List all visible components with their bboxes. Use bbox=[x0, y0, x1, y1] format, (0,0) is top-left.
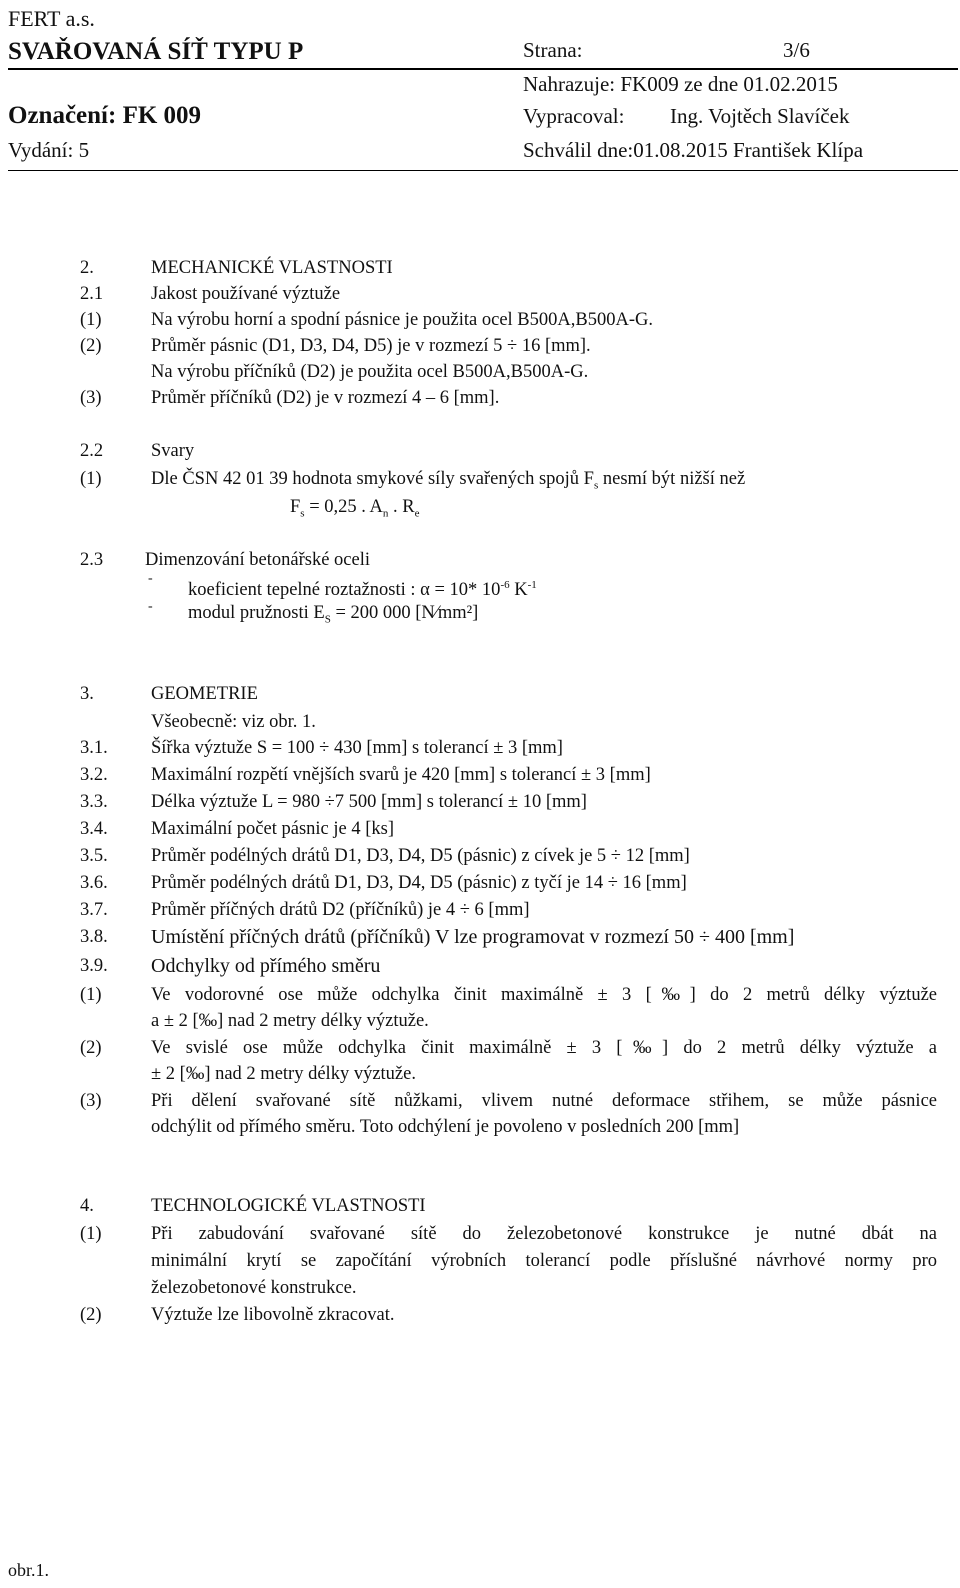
formula: $F_s = 0,25$ . $A_n$ . $R_e$ bbox=[290, 497, 420, 520]
header-rule bbox=[8, 68, 958, 70]
page-label: Strana: bbox=[523, 38, 583, 62]
company-name: FERT a.s. bbox=[8, 6, 95, 31]
edition: Vydání: 5 bbox=[8, 138, 90, 162]
prepared-name: Ing. Vojtěch Slavíček bbox=[670, 104, 850, 128]
header-bottom-rule bbox=[8, 170, 958, 171]
page-number: 3/6 bbox=[783, 38, 810, 62]
figure-caption: obr.1. bbox=[8, 1560, 50, 1580]
designation: Označení: FK 009 bbox=[8, 102, 202, 129]
document-header bbox=[0, 0, 960, 172]
document-title: SVAŘOVANÁ SÍŤ TYPU P bbox=[8, 38, 304, 65]
approved-text: Schválil dne:01.08.2015 František Klípa bbox=[523, 138, 864, 162]
prepared-label: Vypracoval: bbox=[523, 104, 625, 128]
replaces-text: Nahrazuje: FK009 ze dne 01.02.2015 bbox=[523, 72, 838, 96]
